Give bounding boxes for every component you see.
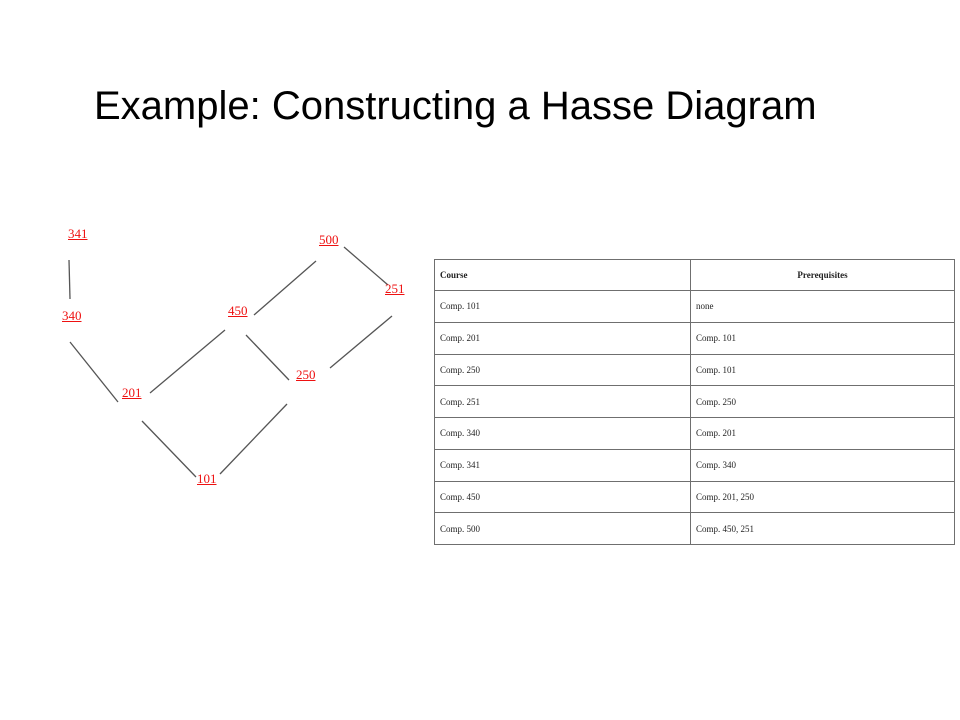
edge-250-251 (330, 316, 392, 368)
node-251: 251 (385, 281, 405, 296)
node-201: 201 (122, 385, 142, 400)
prerequisites-cell: Comp. 201, 250 (691, 481, 955, 513)
prerequisites-table (434, 259, 955, 545)
table-row (435, 481, 955, 513)
node-340: 340 (62, 308, 82, 323)
edge-101-250 (220, 404, 287, 474)
node-450: 450 (228, 303, 248, 318)
course-cell: Comp. 201 (435, 322, 691, 354)
prerequisites-cell: Comp. 450, 251 (691, 513, 955, 545)
prerequisites-cell: Comp. 101 (691, 322, 955, 354)
header-course: Course (435, 260, 691, 291)
node-500: 500 (319, 232, 339, 247)
prerequisites-cell: Comp. 340 (691, 449, 955, 481)
table-row (435, 386, 955, 418)
course-cell: Comp. 341 (435, 449, 691, 481)
edge-201-450 (150, 330, 225, 393)
table-row (435, 322, 955, 354)
prerequisites-cell: Comp. 201 (691, 418, 955, 450)
table-header-row (435, 260, 955, 291)
table-row (435, 418, 955, 450)
table-row (435, 354, 955, 386)
prerequisites-cell: Comp. 250 (691, 386, 955, 418)
edge-101-201 (142, 421, 196, 477)
course-cell: Comp. 250 (435, 354, 691, 386)
course-cell: Comp. 500 (435, 513, 691, 545)
node-101: 101 (197, 471, 217, 486)
prerequisites-cell: none (691, 291, 955, 323)
table-row (435, 449, 955, 481)
edge-201-340 (70, 342, 118, 402)
edge-251-500 (344, 247, 388, 285)
table-row (435, 291, 955, 323)
header-prerequisites: Prerequisites (691, 260, 955, 291)
course-cell: Comp. 101 (435, 291, 691, 323)
edge-450-500 (254, 261, 316, 315)
node-250: 250 (296, 367, 316, 382)
node-341: 341 (68, 226, 88, 241)
edge-340-341 (69, 260, 70, 299)
course-cell: Comp. 340 (435, 418, 691, 450)
prerequisites-cell: Comp. 101 (691, 354, 955, 386)
slide-title: Example: Constructing a Hasse Diagram (94, 84, 817, 128)
edge-250-450 (246, 335, 289, 380)
table-row (435, 513, 955, 545)
course-cell: Comp. 251 (435, 386, 691, 418)
course-cell: Comp. 450 (435, 481, 691, 513)
